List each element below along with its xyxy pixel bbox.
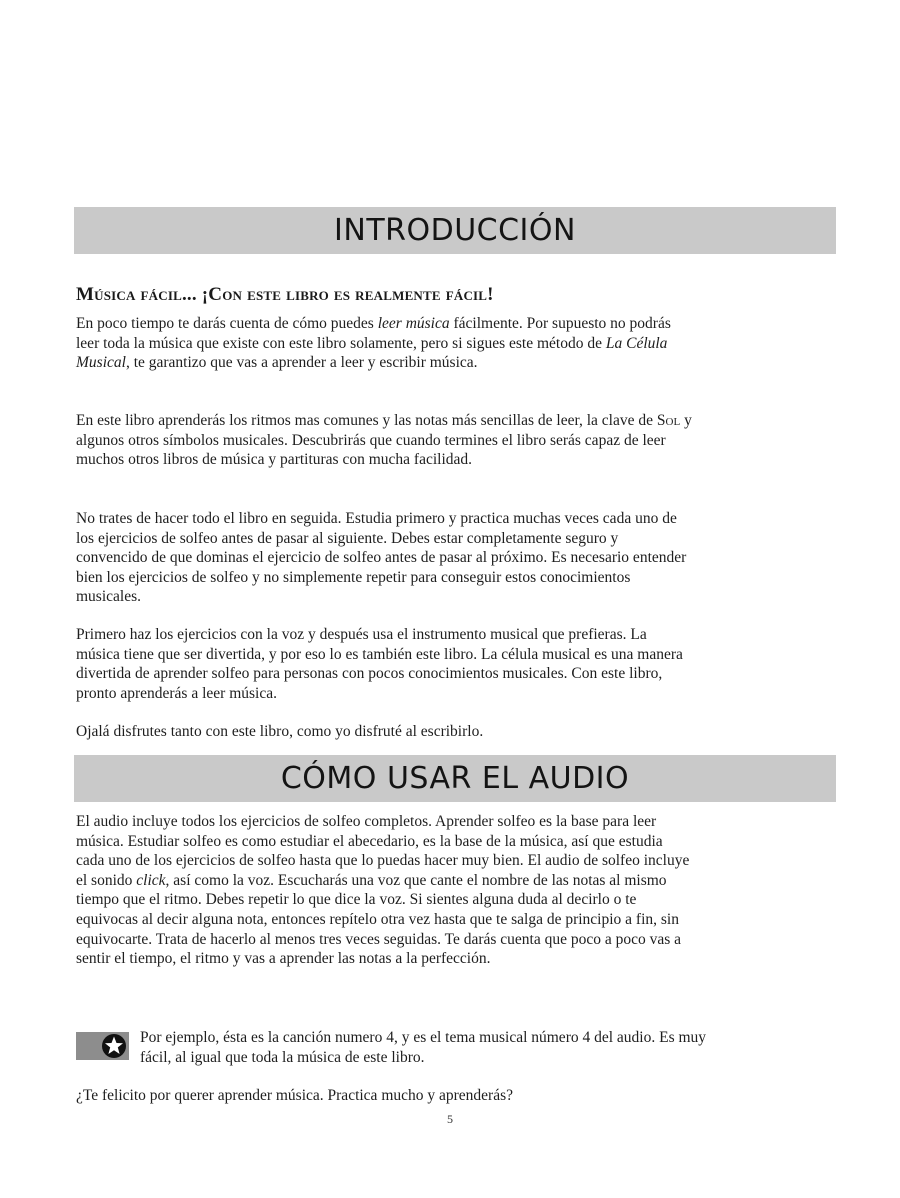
audio-p1-click: click: [136, 871, 166, 889]
audio-track-note-text: Por ejemplo, ésta es la canción numero 4, y es el tema musical número 4 del audio. Es muy fácil, al igual que toda la música de este libro.: [140, 1029, 707, 1066]
intro-paragraph-3: No trates de hacer todo el libro en seguida. Estudia primero y practica muchas veces cada uno de los ejercicios de solfeo antes de pasar al siguiente. Debes estar completamente seguro y convencido de que dominas el ejercicio de solfeo antes de pasar al próximo. Es necesario entender bien los ejercicios de solfeo y no simplemente repetir para conseguir estos conocimientos musicales.: [76, 510, 687, 606]
intro-subtitle: Música fácil... ¡Con este libro es realmente fácil!: [76, 284, 494, 305]
intro-p1-text-a: En poco tiempo te darás cuenta de cómo puedes: [76, 315, 378, 332]
page-number: 5: [447, 1112, 453, 1126]
audio-closing: ¿Te felicito por querer aprender música. Practica mucho y aprenderás?: [76, 1087, 514, 1104]
intro-paragraph-2: [76, 411, 692, 470]
star-icon: [100, 1033, 128, 1059]
intro-p1-text-c: fácilmente. Por supuesto no podrás leer toda la música que existe con este libro solamente, pero si sigues este método de: [76, 315, 671, 352]
intro-p2-text-c: y algunos otros símbolos musicales. Descubrirás que cuando termines el libro serás capaz de leer muchos otros libros de música y partituras con mucha facilidad.: [76, 412, 692, 469]
audio-banner: [74, 755, 836, 802]
intro-paragraph-4: Primero haz los ejercicios con la voz y después usa el instrumento musical que prefieras. La música tiene que ser divertida, y por eso lo es también este libro. La célula musical es una manera divertida de aprender solfeo para personas con pocos conocimientos musicales. Con este libro, pronto aprenderás a leer música.: [76, 626, 683, 702]
intro-paragraph-1: [76, 314, 692, 373]
audio-track-badge: [76, 1032, 129, 1060]
intro-paragraph-5: Ojalá disfrutes tanto con este libro, como yo disfruté al escribirlo.: [76, 723, 484, 740]
intro-p2-sol: Sol: [656, 412, 681, 429]
intro-p2-text-a: En este libro aprenderás los ritmos mas comunes y las notas más sencillas de leer, la clave de: [76, 412, 657, 429]
audio-paragraph-1: [76, 812, 692, 969]
intro-p1-book-title: La Célula Musical: [76, 334, 668, 372]
intro-title: INTRODUCCIÓN: [334, 213, 576, 248]
intro-p1-text-e: , te garantizo que vas a aprender a leer y escribir música.: [125, 354, 478, 372]
audio-p1-text-c: , así como la voz. Escucharás una voz que cante el nombre de las notas al mismo tiempo que el ritmo. Debes repetir lo que dice la voz. Si sientes alguna duda al decirlo o te equivocas al decir alguna nota, entonces repítelo otra vez hasta que te salga de principio a fin, sin equivocarte. Trata de hacerlo al menos tres veces seguidas. Te darás cuenta que poco a poco vas a sentir el tiempo, el ritmo y vas a aprender las notas a la perfección.: [76, 871, 682, 968]
audio-p1-text-a: El audio incluye todos los ejercicios de solfeo completos. Aprender solfeo es la base para leer música. Estudiar solfeo es como estudiar el abecedario, es la base de la música, así que estudia cada uno de los ejercicios de solfeo hasta que lo puedas hacer muy bien. El audio de solfeo incluye el sonido: [76, 813, 690, 889]
intro-banner: [74, 207, 836, 254]
audio-title: CÓMO USAR EL AUDIO: [280, 761, 630, 796]
intro-p1-emphasis-leer-musica: leer música: [377, 315, 450, 332]
